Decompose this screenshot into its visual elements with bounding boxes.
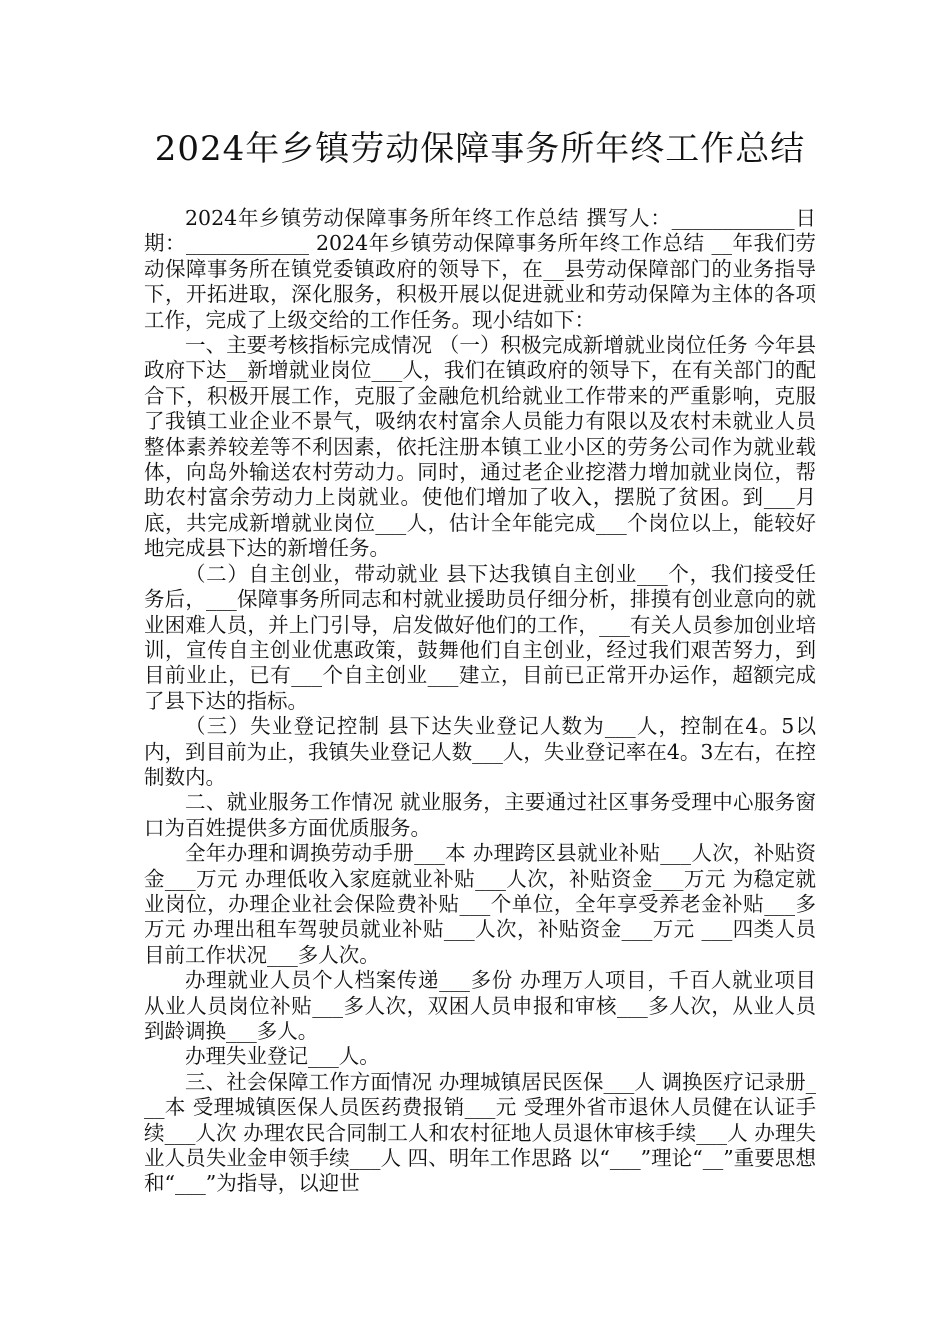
document-title: 2024年乡镇劳动保障事务所年终工作总结: [154, 129, 806, 169]
paragraph-section-2: 二、就业服务工作情况 就业服务，主要通过社区事务受理中心服务窗口为百姓提供多方面优质服务。: [144, 790, 816, 840]
paragraph-section-2-services: 全年办理和调换劳动手册___本 办理跨区县就业补贴___人次，补贴资金___万元 办理低收入家庭就业补贴___人次，补贴资金___万元 为稳定就业岗位，办理企业社会保险费补贴___个单位，全年享受养老金补贴___多万元 办理出租车驾驶员就业补贴___人次，补贴资金___万元 ___四类人员目前工作状况___多人次。: [144, 841, 816, 967]
paragraph-section-1: 一、主要考核指标完成情况 （一）积极完成新增就业岗位任务 今年县政府下达__新增就业岗位___人，我们在镇政府的领导下，在有关部门的配合下，积极开展工作，克服了金融危机给就业工作带来的严重影响，克服了我镇工业企业不景气，吸纳农村富余人员能力有限以及农村未就业人员整体素养较差等不利因素，依托注册本镇工业小区的劳务公司作为就业载体，向岛外输送农村劳动力。同时，通过老企业挖潜力增加就业岗位，帮助农村富余劳动力上岗就业。使他们增加了收入，摆脱了贫困。到___月底，共完成新增就业岗位___人，估计全年能完成___个岗位以上，能较好地完成县下达的新增任务。: [144, 333, 816, 561]
paragraph-section-2-unemployment: 办理失业登记___人。: [185, 1044, 380, 1069]
paragraph-section-2-files: 办理就业人员个人档案传递___多份 办理万人项目，千百人就业项目从业人员岗位补贴___多人次，双困人员申报和审核___多人次，从业人员到龄调换___多人。: [144, 968, 816, 1043]
paragraph-section-1-3: （三）失业登记控制 县下达失业登记人数为___人，控制在4。5以内，到目前为止，我镇失业登记人数___人，失业登记率在4。3左右，在控制数内。: [144, 714, 816, 789]
document-body: [144, 206, 816, 1197]
paragraph-section-1-2: （二）自主创业，带动就业 县下达我镇自主创业___个，我们接受任务后，___保障事务所同志和村就业援助员仔细分析，排摸有创业意向的就业困难人员，并上门引导，启发做好他们的工作，___有关人员参加创业培训，宣传自主创业优惠政策，鼓舞他们自主创业，经过我们艰苦努力，到目前业止，已有___个自主创业___建立，目前已正常开办运作，超额完成了县下达的指标。: [144, 561, 816, 713]
paragraph-section-3: 三、社会保障工作方面情况 办理城镇居民医保___人 调换医疗记录册___本 受理城镇医保人员医药费报销___元 受理外省市退休人员健在认证手续___人次 办理农民合同制工人和农村征地人员退休审核手续___人 办理失业人员失业金申领手续___人 四、明年工作思路 以“___”理论“__”重要思想和“___”为指导，以迎世: [144, 1069, 816, 1196]
paragraph-intro: 2024年乡镇劳动保障事务所年终工作总结 撰写人：____________日 期：____________ 2024年乡镇劳动保障事务所年终工作总结 __年我们劳动保障事务所在镇党委镇政府的领导下，在__县劳动保障部门的业务指导下，开拓进取，深化服务，积极开展以促进就业和劳动保障为主体的各项工作，完成了上级交给的工作任务。现小结如下：: [144, 206, 816, 332]
